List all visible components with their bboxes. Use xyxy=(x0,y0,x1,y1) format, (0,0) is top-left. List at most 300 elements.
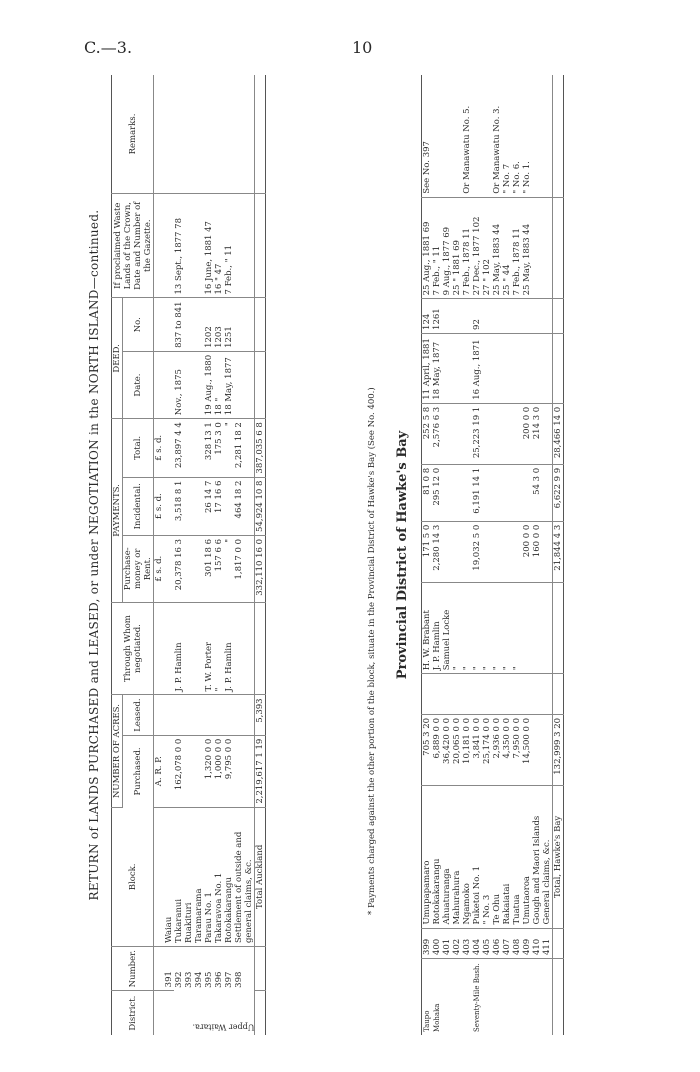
payment-total xyxy=(492,403,502,464)
deed-date xyxy=(234,351,255,418)
col-incidental: Incidental. xyxy=(123,477,154,535)
remarks xyxy=(184,75,194,193)
payment-total: 252 5 8 xyxy=(422,403,433,464)
gazette: 25 " 44 xyxy=(502,197,512,299)
acres-purchased: 1,320 0 0 xyxy=(204,735,214,807)
gazette: 25 May, 1883 44 xyxy=(522,197,532,299)
payment-total: 25,223 19 1 xyxy=(472,403,482,464)
purchase-money: 171 5 0 xyxy=(422,521,433,582)
acres-leased xyxy=(532,674,542,715)
deed-no xyxy=(462,299,472,334)
acres-purchased: 36,420 0 0 xyxy=(442,714,452,785)
acres-leased xyxy=(224,695,234,735)
deed-date: Nov., 1875 xyxy=(174,351,184,418)
purchase-money: 1,817 0 0 xyxy=(234,535,255,602)
block-name: Takaravoa No. 1 xyxy=(214,807,224,946)
spacer xyxy=(255,298,266,351)
district-label xyxy=(482,959,492,1035)
incidental xyxy=(482,464,492,521)
incidental: 464 18 2 xyxy=(234,477,255,535)
deed-date xyxy=(482,333,492,403)
deed-no xyxy=(492,299,502,334)
deed-no: 1202 xyxy=(204,298,214,351)
purchase-money xyxy=(442,521,452,582)
col-district: District. xyxy=(112,991,154,1035)
spacer xyxy=(553,197,564,299)
deed-date xyxy=(532,333,542,403)
total-total: 387,035 6 8 xyxy=(255,419,266,477)
total-leased: 5,393 xyxy=(255,695,266,735)
remarks: See No. 397 xyxy=(422,75,433,197)
spacer xyxy=(553,299,564,334)
payment-total xyxy=(442,403,452,464)
payment-total: " xyxy=(224,419,234,477)
district-label xyxy=(442,959,452,1035)
col-through: Through Whom negotiated. xyxy=(112,602,154,695)
incidental: 26 14 7 xyxy=(204,477,214,535)
incidental xyxy=(522,464,532,521)
deed-date xyxy=(502,333,512,403)
remarks xyxy=(472,75,482,197)
row-number: 407 xyxy=(502,928,512,959)
block-name: Ngamoko xyxy=(462,786,472,928)
payment-total xyxy=(462,403,472,464)
acres-purchased xyxy=(234,735,255,807)
acres-purchased xyxy=(532,714,542,785)
acres-purchased xyxy=(184,735,194,807)
col-no: No. xyxy=(123,298,154,351)
purchase-money xyxy=(482,521,492,582)
deed-no xyxy=(522,299,532,334)
acres-leased xyxy=(184,695,194,735)
district-label: Taupo xyxy=(423,1010,431,1032)
gazette xyxy=(532,197,542,299)
row-number: 398 xyxy=(234,971,244,988)
gazette: 7 Feb., " 11 xyxy=(432,197,442,299)
negotiator xyxy=(164,602,174,695)
block-name: Rakaiatai xyxy=(502,786,512,928)
deed-date xyxy=(194,351,204,418)
deed-no xyxy=(184,298,194,351)
negotiator: J. P. Hamlin xyxy=(224,602,234,695)
acres-leased xyxy=(234,695,255,735)
row-number: 401 xyxy=(442,928,452,959)
purchase-money xyxy=(194,535,204,602)
incidental xyxy=(462,464,472,521)
block-name: Tukaranui xyxy=(174,807,184,946)
gazette xyxy=(542,197,553,299)
spacer xyxy=(553,674,564,715)
col-proclaimed: If proclaimed Waste Lands of the Crown, Date and Number of the Gazette. xyxy=(112,193,154,298)
incidental xyxy=(502,464,512,521)
incidental: 6,191 14 1 xyxy=(472,464,482,521)
block-name: Mahurahura xyxy=(452,786,462,928)
district-label xyxy=(542,959,553,1035)
spacer xyxy=(255,947,266,991)
negotiator: " xyxy=(472,582,482,674)
row-number: 405 xyxy=(482,928,492,959)
negotiator: " xyxy=(492,582,502,674)
payment-total xyxy=(512,403,522,464)
payment-total: 2,281 18 2 xyxy=(234,419,255,477)
gazette: 27 Dec., 1877 102 xyxy=(472,197,482,299)
acres-leased xyxy=(492,674,502,715)
row-number: 399 xyxy=(422,928,433,959)
row-number: 400 xyxy=(432,928,442,959)
deed-date: 19 Aug., 1880 xyxy=(204,351,214,418)
total-acres: 2,219,617 1 19 xyxy=(255,735,266,807)
remarks xyxy=(432,75,442,197)
purchase-money xyxy=(184,535,194,602)
remarks xyxy=(542,75,553,197)
acres-leased xyxy=(462,674,472,715)
block-name: Rotokakarangu xyxy=(432,786,442,928)
incidental xyxy=(164,477,174,535)
acres-purchased: 6,889 0 0 xyxy=(432,714,442,785)
hawkes-bay-heading: Provincial District of Hawke's Bay xyxy=(395,430,410,680)
acres-leased xyxy=(472,674,482,715)
units-money: £ s. d. xyxy=(154,477,165,535)
deed-no: 837 to 841 xyxy=(174,298,184,351)
negotiator xyxy=(532,582,542,674)
payment-total: 200 0 0 xyxy=(522,403,532,464)
remarks xyxy=(452,75,462,197)
negotiator: J. P. Hamlin xyxy=(432,582,442,674)
table-row xyxy=(522,75,532,1035)
district-label xyxy=(452,959,462,1035)
acres-leased xyxy=(502,674,512,715)
purchase-money: 19,032 5 0 xyxy=(472,521,482,582)
table-row xyxy=(462,75,472,1035)
acres-leased xyxy=(452,674,462,715)
acres-purchased: 2,936 0 0 xyxy=(492,714,502,785)
payment-total xyxy=(452,403,462,464)
deed-no xyxy=(542,299,553,334)
block-name: Rotokakarangu xyxy=(224,807,234,946)
remarks xyxy=(482,75,492,197)
footnote: * Payments charged against the other portion of the block, situate in the Provincial District of Hawke's Bay (See No. 400.) xyxy=(367,387,377,915)
table-row xyxy=(184,75,194,1035)
row-number: 404 xyxy=(472,928,482,959)
col-purchased: Purchased. xyxy=(123,735,154,807)
deed-no xyxy=(482,299,492,334)
deed-no xyxy=(502,299,512,334)
purchase-money xyxy=(462,521,472,582)
col-leased: Leased. xyxy=(123,695,154,735)
deed-date xyxy=(442,333,452,403)
page-number: 10 xyxy=(352,38,373,57)
hawkes-bay-table xyxy=(421,75,564,1035)
row-number: 402 xyxy=(452,928,462,959)
deed-no xyxy=(532,299,542,334)
negotiator: J. P. Hamlin xyxy=(174,602,184,695)
table-row xyxy=(164,75,174,1035)
total-money: 21,844 4 3 xyxy=(553,521,564,582)
total-money: 332,110 16 0 xyxy=(255,535,266,602)
deed-date xyxy=(184,351,194,418)
table-row xyxy=(234,75,255,1035)
payment-total: 2,576 6 3 xyxy=(432,403,442,464)
table-row xyxy=(442,75,452,1035)
block-name: Waiau xyxy=(164,807,174,946)
deed-date: 16 Aug., 1871 xyxy=(472,333,482,403)
deed-date xyxy=(452,333,462,403)
remarks: " No. 7 xyxy=(502,75,512,197)
deed-date xyxy=(522,333,532,403)
district-label xyxy=(522,959,532,1035)
gazette: 25 Aug., 1881 69 xyxy=(422,197,433,299)
spacer xyxy=(255,75,266,193)
district-label xyxy=(502,959,512,1035)
row-number: 392 xyxy=(174,971,184,988)
table-row xyxy=(502,75,512,1035)
purchase-money: " xyxy=(224,535,234,602)
incidental xyxy=(542,464,553,521)
units-money: £ s. d. xyxy=(154,419,165,477)
acres-leased xyxy=(204,695,214,735)
incidental: 54 3 0 xyxy=(532,464,542,521)
total-row xyxy=(255,75,266,1035)
table-row xyxy=(432,75,442,1035)
purchase-money xyxy=(164,535,174,602)
block-name: Tuatua xyxy=(512,786,522,928)
col-purchase-money: Purchase-money or Rent. xyxy=(123,535,154,602)
purchase-money: 157 6 6 xyxy=(214,535,224,602)
negotiator: H. W. Brabant xyxy=(422,582,433,674)
deed-no xyxy=(512,299,522,334)
deed-no xyxy=(442,299,452,334)
block-name: Te Ohu xyxy=(492,786,502,928)
payment-total: 23,897 4 4 xyxy=(174,419,184,477)
table-row xyxy=(422,75,433,1035)
row-number: 393 xyxy=(184,971,194,988)
total-total: 28,466 14 0 xyxy=(553,403,564,464)
negotiator xyxy=(194,602,204,695)
remarks xyxy=(532,75,542,197)
total-label: Total, Hawke's Bay xyxy=(553,786,564,928)
deed-no xyxy=(164,298,174,351)
acres-purchased: 1,000 0 0 xyxy=(214,735,224,807)
incidental xyxy=(442,464,452,521)
payment-total xyxy=(184,419,194,477)
spacer xyxy=(255,193,266,298)
row-number: 410 xyxy=(532,928,542,959)
remarks xyxy=(164,75,174,193)
acres-purchased: 9,795 0 0 xyxy=(224,735,234,807)
table-row xyxy=(224,75,234,1035)
row-number: 409 xyxy=(522,928,532,959)
deed-date xyxy=(492,333,502,403)
acres-leased xyxy=(542,674,553,715)
deed-date: 11 April, 1881 xyxy=(422,333,433,403)
table-row xyxy=(482,75,492,1035)
remarks xyxy=(194,75,204,193)
row-number: 395 xyxy=(204,971,214,988)
incidental: 17 16 6 xyxy=(214,477,224,535)
incidental xyxy=(194,477,204,535)
remarks: " No. 6. xyxy=(512,75,522,197)
acres-leased xyxy=(432,674,442,715)
negotiator: " xyxy=(512,582,522,674)
col-date: Date. xyxy=(123,351,154,418)
negotiator: Samuel Locke xyxy=(442,582,452,674)
table-row xyxy=(194,75,204,1035)
table-row xyxy=(492,75,502,1035)
acres-purchased xyxy=(542,714,553,785)
spacer xyxy=(255,602,266,695)
payment-total xyxy=(164,419,174,477)
page-code: C.—3. xyxy=(84,38,133,57)
total-incidental: 54,924 10 8 xyxy=(255,477,266,535)
acres-leased xyxy=(174,695,184,735)
acres-leased xyxy=(214,695,224,735)
payment-total xyxy=(482,403,492,464)
gazette xyxy=(164,193,174,298)
purchase-money xyxy=(452,521,462,582)
table-row xyxy=(214,75,224,1035)
incidental: 295 12 0 xyxy=(432,464,442,521)
block-name: Umutaoroa xyxy=(522,786,532,928)
incidental xyxy=(492,464,502,521)
payment-total xyxy=(542,403,553,464)
acres-leased xyxy=(194,695,204,735)
purchase-money: 20,378 16 3 xyxy=(174,535,184,602)
purchase-money: 160 0 0 xyxy=(532,521,542,582)
units-money: £ s. d. xyxy=(154,535,165,602)
remarks xyxy=(214,75,224,193)
purchase-money: 2,280 14 3 xyxy=(432,521,442,582)
purchase-money xyxy=(542,521,553,582)
negotiator: " xyxy=(462,582,472,674)
gazette: 16 " 47 xyxy=(214,193,224,298)
acres-leased xyxy=(522,674,532,715)
units-acres: A. R. P. xyxy=(154,735,165,807)
gazette: 7 Feb., 1878 11 xyxy=(512,197,522,299)
deed-no: 1261 xyxy=(432,299,442,334)
table-row xyxy=(204,75,214,1035)
remarks xyxy=(204,75,214,193)
deed-date: 18 " xyxy=(214,351,224,418)
table-row xyxy=(472,75,482,1035)
negotiator: " xyxy=(502,582,512,674)
deed-no xyxy=(194,298,204,351)
col-remarks: Remarks. xyxy=(112,75,154,193)
acres-leased xyxy=(512,674,522,715)
table-row xyxy=(174,75,184,1035)
purchase-money xyxy=(492,521,502,582)
district-label xyxy=(462,959,472,1035)
payment-total xyxy=(194,419,204,477)
gazette: 25 " 1881 69 xyxy=(452,197,462,299)
district-label xyxy=(492,959,502,1035)
deed-date xyxy=(542,333,553,403)
col-total: Total. xyxy=(123,419,154,477)
acres-purchased xyxy=(194,735,204,807)
deed-date: 18 May, 1877 xyxy=(224,351,234,418)
spacer xyxy=(553,75,564,197)
purchase-money: 200 0 0 xyxy=(522,521,532,582)
negotiator xyxy=(542,582,553,674)
acres-leased xyxy=(442,674,452,715)
purchase-money xyxy=(502,521,512,582)
col-deed-group: DEED. xyxy=(112,298,123,419)
acres-purchased: 7,950 0 0 xyxy=(512,714,522,785)
block-name: Parau No. 1 xyxy=(204,807,214,946)
gazette: 16 June, 1881 47 xyxy=(204,193,214,298)
incidental xyxy=(224,477,234,535)
acres-purchased: 3,841 0 0 xyxy=(472,714,482,785)
row-number: 406 xyxy=(492,928,502,959)
incidental: 81 0 8 xyxy=(422,464,433,521)
incidental xyxy=(452,464,462,521)
deed-no: 124 xyxy=(422,299,433,334)
acres-leased xyxy=(482,674,492,715)
remarks xyxy=(234,75,255,193)
deed-no: 1203 xyxy=(214,298,224,351)
return-title: RETURN of LANDS PURCHASED and LEASED, or under NEGOTIATION in the NORTH ISLAND—continued. xyxy=(87,209,101,901)
rotated-page-content xyxy=(75,75,635,1035)
row-number: 397 xyxy=(224,971,234,988)
col-acres-group: NUMBER OF ACRES. xyxy=(112,695,123,807)
acres-purchased xyxy=(164,735,174,807)
deed-no xyxy=(452,299,462,334)
acres-purchased: 14,500 0 0 xyxy=(522,714,532,785)
block-name: " No. 3 xyxy=(482,786,492,928)
gazette: 25 May, 1883 44 xyxy=(492,197,502,299)
acres-purchased: 705 3 20 xyxy=(422,714,433,785)
total-label: Total Auckland xyxy=(255,807,266,946)
deed-date xyxy=(462,333,472,403)
acres-purchased: 25,174 0 0 xyxy=(482,714,492,785)
deed-no xyxy=(234,298,255,351)
negotiator xyxy=(184,602,194,695)
negotiator xyxy=(234,602,255,695)
gazette: 13 Sept., 1877 78 xyxy=(174,193,184,298)
payment-total: 214 3 0 xyxy=(532,403,542,464)
negotiator xyxy=(522,582,532,674)
spacer xyxy=(553,928,564,959)
deed-date xyxy=(164,351,174,418)
block-name: Ahuaturanga xyxy=(442,786,452,928)
gazette xyxy=(194,193,204,298)
spacer xyxy=(553,959,564,1035)
table-row xyxy=(542,75,553,1035)
acres-leased xyxy=(422,674,433,715)
total-acres: 132,999 3 20 xyxy=(553,714,564,785)
spacer xyxy=(255,351,266,418)
acres-purchased: 10,181 0 0 xyxy=(462,714,472,785)
row-number: 391 xyxy=(164,947,174,991)
remarks xyxy=(224,75,234,193)
block-name: Umupapamaro xyxy=(422,786,433,928)
purchase-money: 301 18 6 xyxy=(204,535,214,602)
block-name: General claims, &c. xyxy=(542,786,553,928)
negotiator: " xyxy=(482,582,492,674)
payment-total: 175 3 0 xyxy=(214,419,224,477)
block-name: Gough and Maori Islands xyxy=(532,786,542,928)
block-name: Puketoi No. 1 xyxy=(472,786,482,928)
remarks xyxy=(442,75,452,197)
spacer xyxy=(255,991,266,1035)
gazette: 7 Feb., 1878 11 xyxy=(462,197,472,299)
gazette: 9 Aug., 1877 69 xyxy=(442,197,452,299)
col-payments-group: PAYMENTS. xyxy=(112,419,123,602)
gazette xyxy=(184,193,194,298)
acres-purchased: 20,065 0 0 xyxy=(452,714,462,785)
deed-date xyxy=(512,333,522,403)
payment-total: 328 13 1 xyxy=(204,419,214,477)
remarks: Or Manawatu No. 5. xyxy=(462,75,472,197)
